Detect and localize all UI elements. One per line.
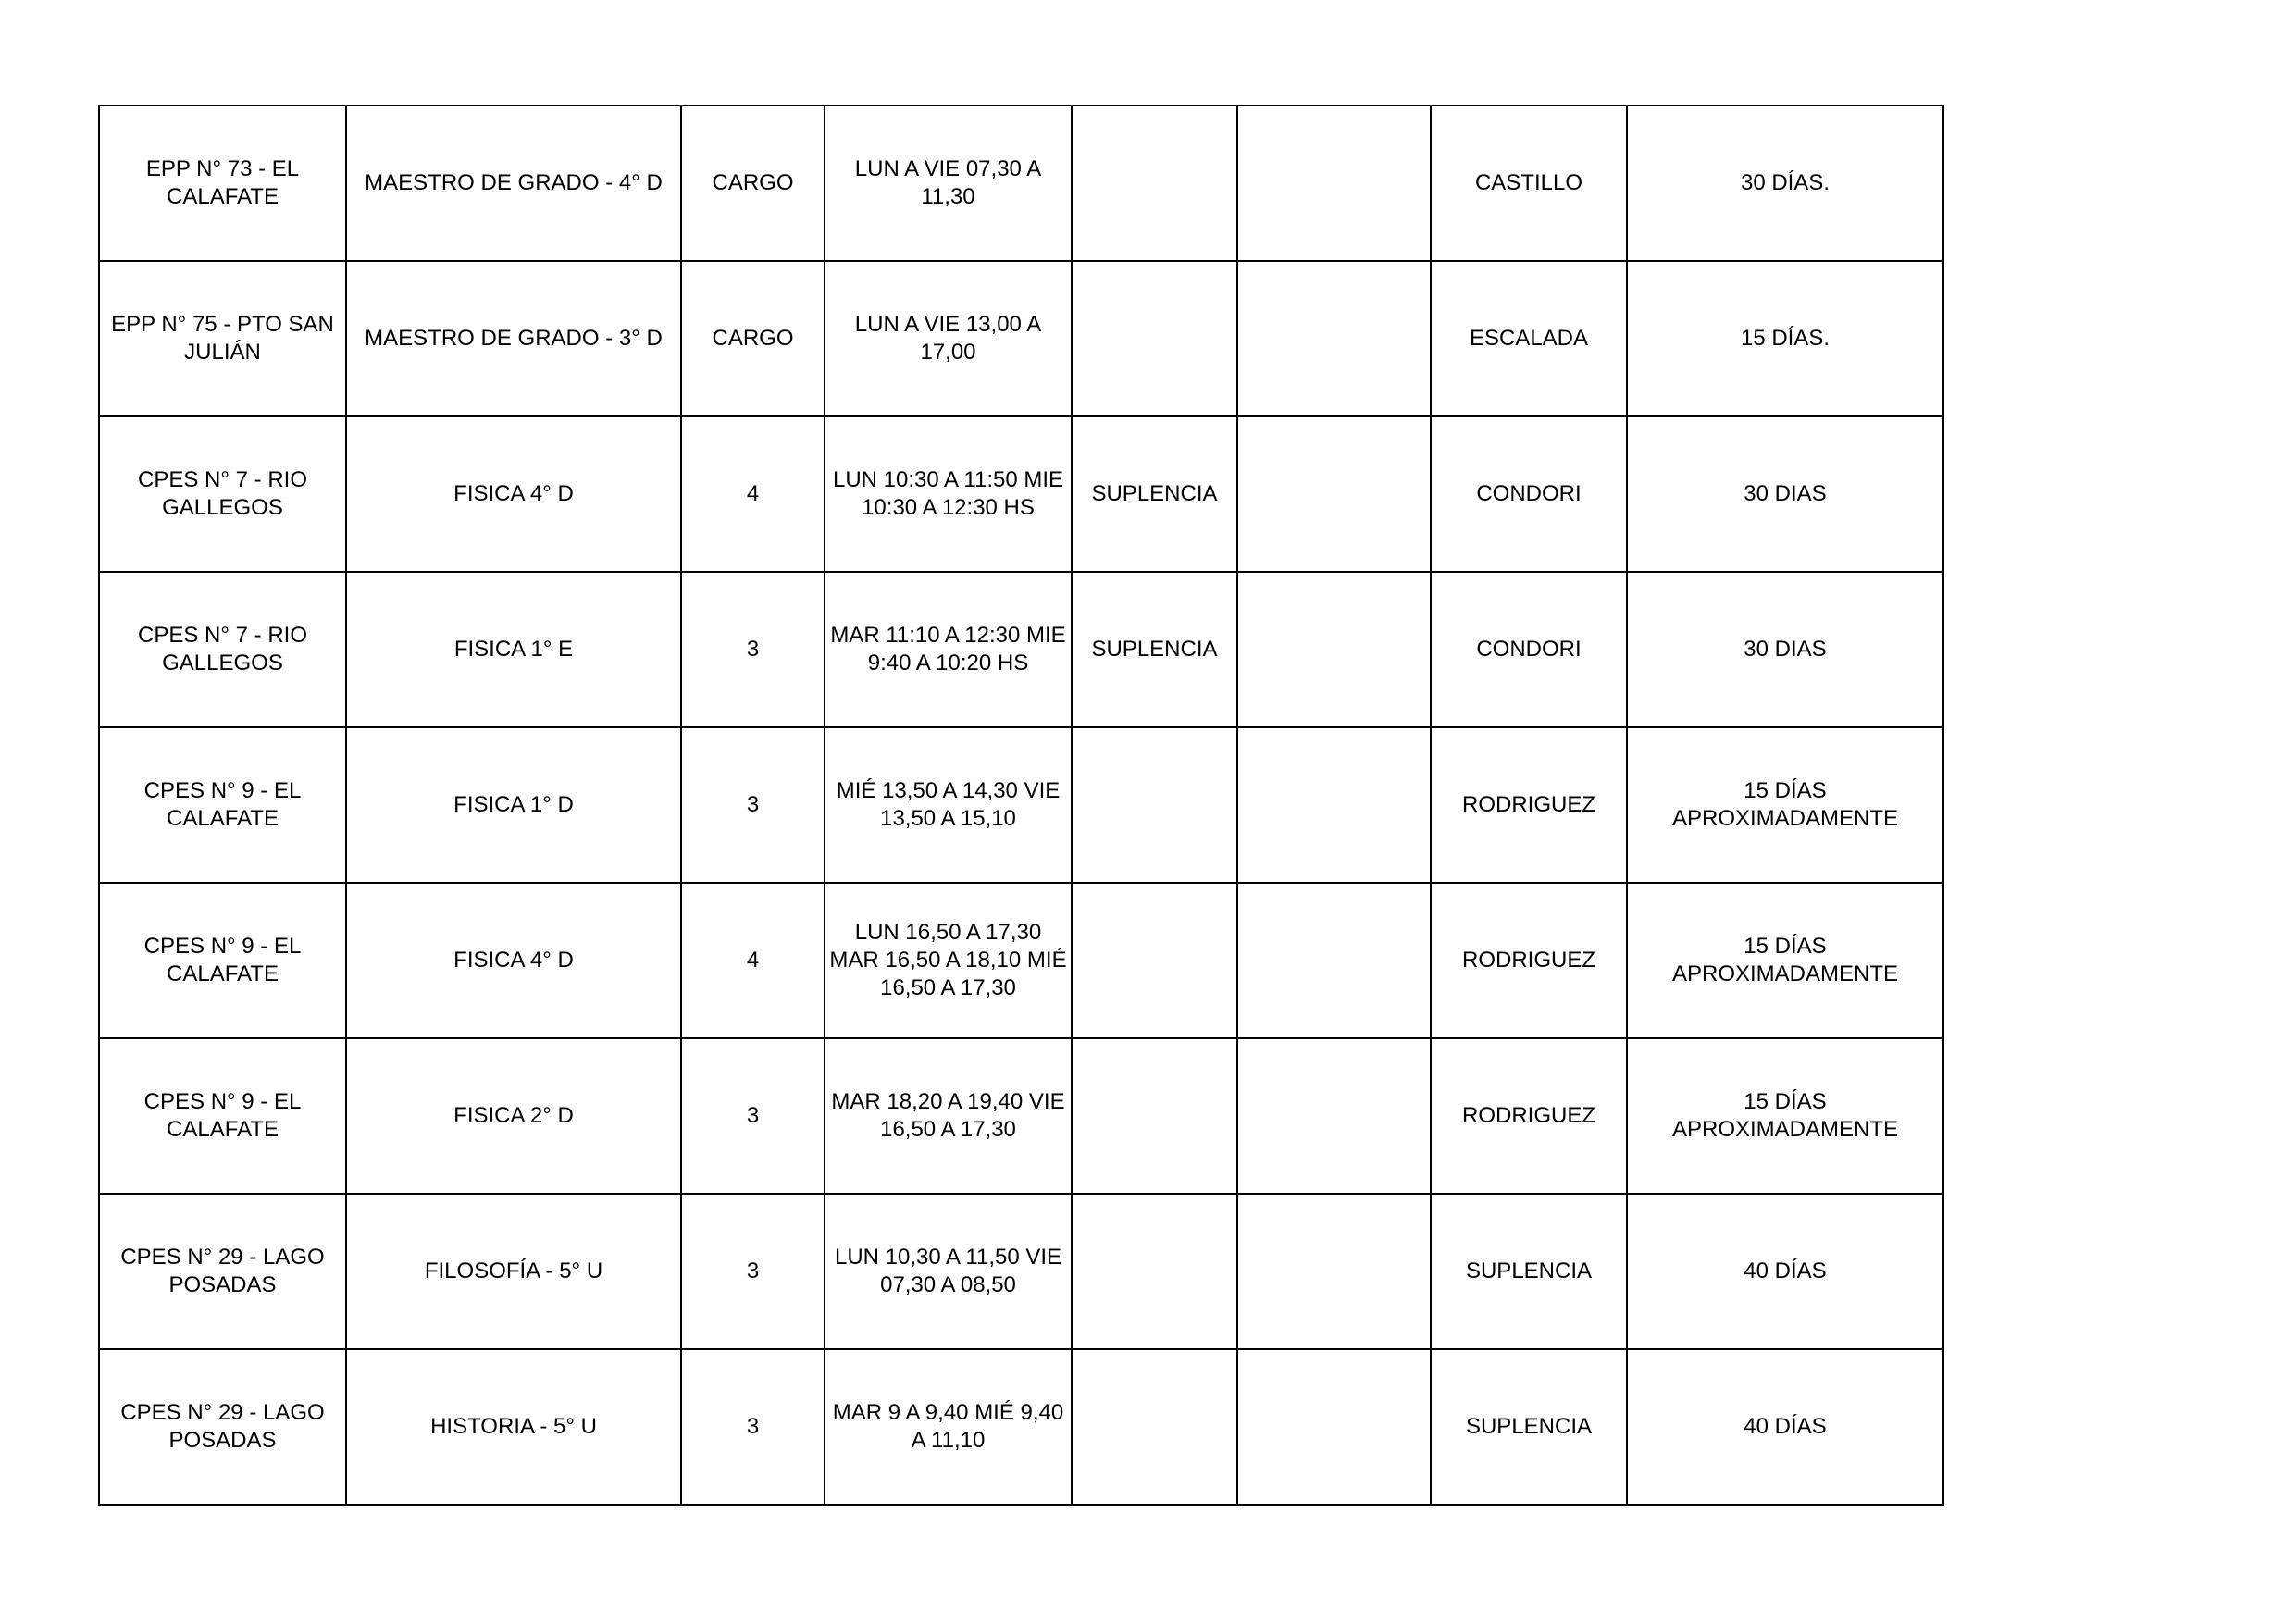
position-cell: FISICA 2° D xyxy=(346,1038,681,1194)
holder-cell: RODRIGUEZ xyxy=(1431,1038,1627,1194)
duration-cell: 30 DIAS xyxy=(1627,572,1943,727)
hours-cell: 3 xyxy=(681,1038,825,1194)
holder-cell: SUPLENCIA xyxy=(1431,1349,1627,1505)
duration-cell: 30 DIAS xyxy=(1627,416,1943,572)
situation-cell: SUPLENCIA xyxy=(1072,416,1237,572)
empty-cell xyxy=(1237,1038,1431,1194)
position-cell: HISTORIA - 5° U xyxy=(346,1349,681,1505)
situation-cell: SUPLENCIA xyxy=(1072,572,1237,727)
school-cell: EPP N° 73 - EL CALAFATE xyxy=(99,105,346,261)
empty-cell xyxy=(1237,572,1431,727)
school-cell: CPES N° 29 - LAGO POSADAS xyxy=(99,1194,346,1349)
hours-cell: 4 xyxy=(681,416,825,572)
empty-cell xyxy=(1237,261,1431,416)
holder-cell: RODRIGUEZ xyxy=(1431,727,1627,883)
empty-cell xyxy=(1237,727,1431,883)
situation-cell xyxy=(1072,727,1237,883)
schedule-cell: MIÉ 13,50 A 14,30 VIE 13,50 A 15,10 xyxy=(825,727,1072,883)
school-cell: CPES N° 9 - EL CALAFATE xyxy=(99,1038,346,1194)
empty-cell xyxy=(1237,1194,1431,1349)
school-cell: CPES N° 7 - RIO GALLEGOS xyxy=(99,416,346,572)
school-cell: CPES N° 9 - EL CALAFATE xyxy=(99,883,346,1038)
duration-cell: 40 DÍAS xyxy=(1627,1349,1943,1505)
holder-cell: CONDORI xyxy=(1431,416,1627,572)
holder-cell: RODRIGUEZ xyxy=(1431,883,1627,1038)
situation-cell xyxy=(1072,883,1237,1038)
schedule-cell: LUN A VIE 13,00 A 17,00 xyxy=(825,261,1072,416)
empty-cell xyxy=(1237,1349,1431,1505)
hours-cell: 4 xyxy=(681,883,825,1038)
hours-cell: 3 xyxy=(681,1349,825,1505)
duration-cell: 15 DÍAS APROXIMADAMENTE xyxy=(1627,883,1943,1038)
hours-cell: 3 xyxy=(681,727,825,883)
position-cell: MAESTRO DE GRADO - 4° D xyxy=(346,105,681,261)
table-row xyxy=(99,416,1943,572)
school-cell: EPP N° 75 - PTO SAN JULIÁN xyxy=(99,261,346,416)
hours-cell: 3 xyxy=(681,1194,825,1349)
position-cell: FISICA 1° E xyxy=(346,572,681,727)
empty-cell xyxy=(1237,105,1431,261)
school-cell: CPES N° 7 - RIO GALLEGOS xyxy=(99,572,346,727)
schedule-cell: LUN 10:30 A 11:50 MIE 10:30 A 12:30 HS xyxy=(825,416,1072,572)
position-cell: FILOSOFÍA - 5° U xyxy=(346,1194,681,1349)
schedule-cell: LUN A VIE 07,30 A 11,30 xyxy=(825,105,1072,261)
table-row xyxy=(99,261,1943,416)
schedule-cell: MAR 9 A 9,40 MIÉ 9,40 A 11,10 xyxy=(825,1349,1072,1505)
situation-cell xyxy=(1072,1349,1237,1505)
situation-cell xyxy=(1072,1038,1237,1194)
situation-cell xyxy=(1072,1194,1237,1349)
position-cell: FISICA 4° D xyxy=(346,416,681,572)
holder-cell: SUPLENCIA xyxy=(1431,1194,1627,1349)
schedule-cell: LUN 16,50 A 17,30 MAR 16,50 A 18,10 MIÉ 16,50 A 17,30 xyxy=(825,883,1072,1038)
position-cell: MAESTRO DE GRADO - 3° D xyxy=(346,261,681,416)
table-row xyxy=(99,1038,1943,1194)
schedule-cell: MAR 18,20 A 19,40 VIE 16,50 A 17,30 xyxy=(825,1038,1072,1194)
duration-cell: 30 DÍAS. xyxy=(1627,105,1943,261)
empty-cell xyxy=(1237,883,1431,1038)
table-row xyxy=(99,883,1943,1038)
hours-cell: 3 xyxy=(681,572,825,727)
schedule-cell: MAR 11:10 A 12:30 MIE 9:40 A 10:20 HS xyxy=(825,572,1072,727)
duration-cell: 15 DÍAS APROXIMADAMENTE xyxy=(1627,1038,1943,1194)
table-row xyxy=(99,727,1943,883)
holder-cell: CONDORI xyxy=(1431,572,1627,727)
table-row xyxy=(99,1194,1943,1349)
hours-cell: CARGO xyxy=(681,261,825,416)
duration-cell: 15 DÍAS APROXIMADAMENTE xyxy=(1627,727,1943,883)
position-cell: FISICA 4° D xyxy=(346,883,681,1038)
position-cell: FISICA 1° D xyxy=(346,727,681,883)
duration-cell: 15 DÍAS. xyxy=(1627,261,1943,416)
situation-cell xyxy=(1072,105,1237,261)
duration-cell: 40 DÍAS xyxy=(1627,1194,1943,1349)
schedule-cell: LUN 10,30 A 11,50 VIE 07,30 A 08,50 xyxy=(825,1194,1072,1349)
holder-cell: ESCALADA xyxy=(1431,261,1627,416)
school-cell: CPES N° 29 - LAGO POSADAS xyxy=(99,1349,346,1505)
table-row xyxy=(99,1349,1943,1505)
vacancy-table xyxy=(98,105,1944,1506)
table-row xyxy=(99,572,1943,727)
situation-cell xyxy=(1072,261,1237,416)
table-row xyxy=(99,105,1943,261)
school-cell: CPES N° 9 - EL CALAFATE xyxy=(99,727,346,883)
empty-cell xyxy=(1237,416,1431,572)
holder-cell: CASTILLO xyxy=(1431,105,1627,261)
hours-cell: CARGO xyxy=(681,105,825,261)
